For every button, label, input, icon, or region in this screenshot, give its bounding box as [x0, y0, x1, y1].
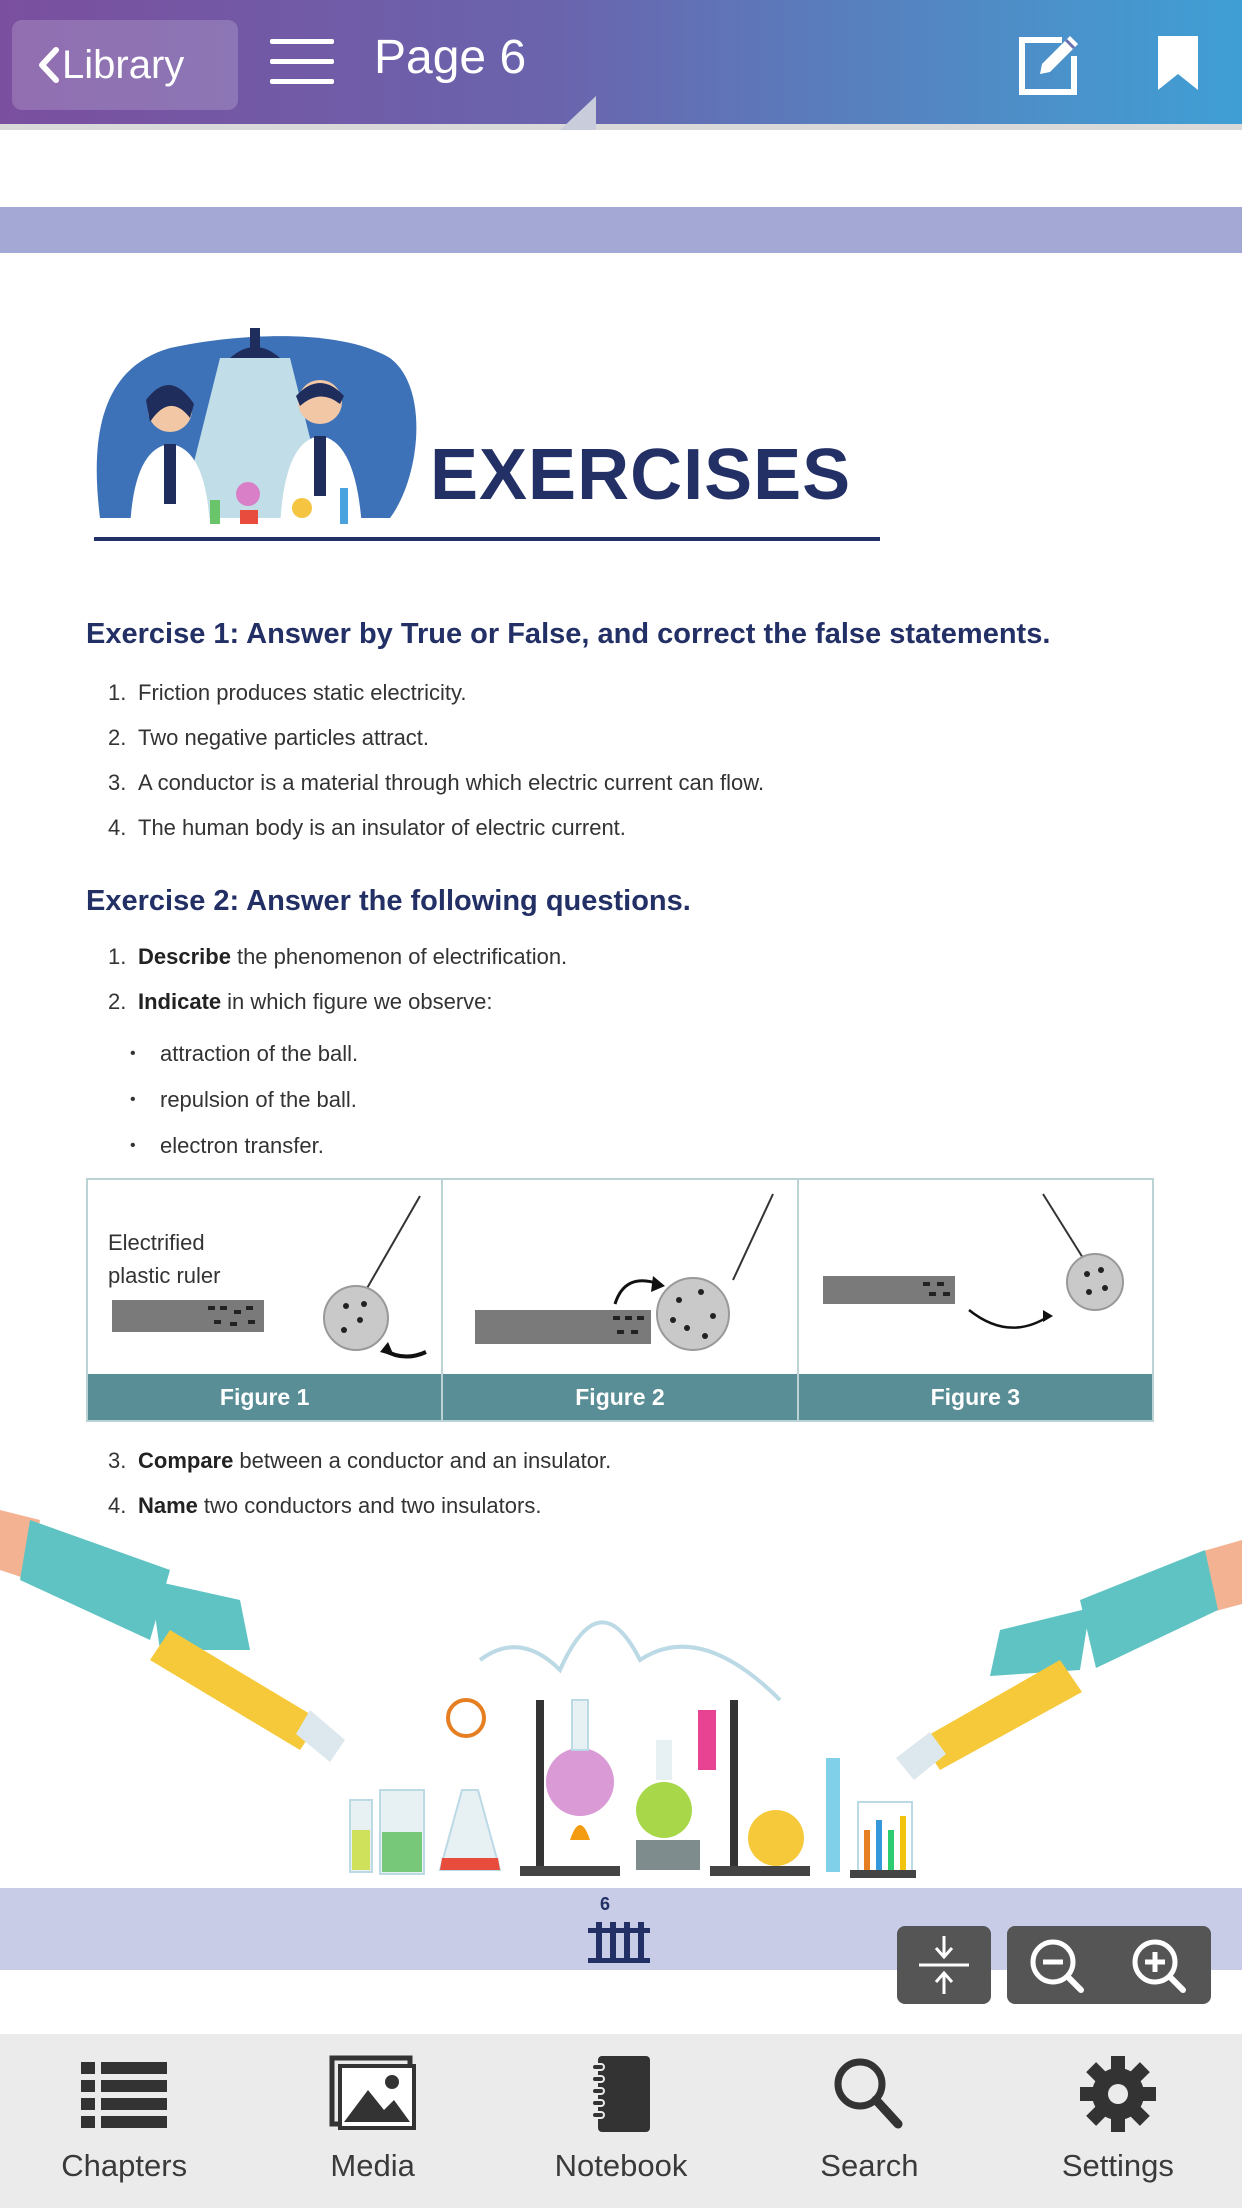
- exercise-1-heading: Exercise 1: Answer by True or False, and correct the false statements.: [86, 618, 1051, 650]
- figure-2-caption: Figure 2: [443, 1374, 796, 1420]
- search-icon: [824, 2054, 914, 2134]
- page-title: Page 6: [374, 31, 527, 84]
- page-header-band: [0, 207, 1242, 253]
- figure-3: [799, 1180, 1152, 1420]
- bullet-item: • attraction of the ball.: [130, 1041, 359, 1066]
- exercise-2-list-a: [108, 934, 567, 1024]
- exercises-title: EXERCISES: [430, 435, 852, 515]
- laboratory-illustration: [0, 1500, 1242, 1885]
- nav-search[interactable]: [745, 2034, 993, 2208]
- nav-media[interactable]: [248, 2034, 496, 2208]
- figure-2-drawing: [443, 1180, 797, 1376]
- nav-chapters-label: Chapters: [61, 2148, 188, 2183]
- list-item: 2. Two negative particles attract.: [108, 724, 430, 750]
- nav-notebook-label: Notebook: [554, 2148, 688, 2183]
- zoom-out-icon: [1007, 1926, 1109, 2004]
- bottom-navigation: [0, 2034, 1242, 2208]
- edit-note-icon[interactable]: [1012, 28, 1086, 102]
- page-curl-decoration: [560, 96, 596, 130]
- list-item: 3. A conductor is a material through which electric current can flow.: [108, 769, 765, 795]
- nav-settings-label: Settings: [1061, 2148, 1174, 2183]
- nav-settings[interactable]: [994, 2034, 1242, 2208]
- list-item: 1. Describe the phenomenon of electrification.: [108, 943, 568, 969]
- library-back-label: Library: [62, 42, 185, 87]
- list-item: 3. Compare between a conductor and an insulator.: [108, 1447, 612, 1473]
- figures-table: [86, 1178, 1154, 1422]
- title-underline: [94, 537, 880, 541]
- figure-3-caption: Figure 3: [799, 1374, 1152, 1420]
- image-icon: [328, 2054, 418, 2134]
- exercise-2-bullets: [130, 1031, 358, 1169]
- scientists-illustration: [90, 318, 430, 544]
- gear-icon: [1073, 2054, 1163, 2134]
- library-back-button[interactable]: [12, 20, 238, 110]
- zoom-out-button[interactable]: [1007, 1926, 1109, 2004]
- list-item: 4. Name two conductors and two insulators.: [108, 1492, 542, 1518]
- zoom-in-button[interactable]: [1109, 1926, 1211, 2004]
- figure-1-label: Electrified plastic ruler: [108, 1230, 221, 1288]
- fit-page-icon: [897, 1926, 991, 2004]
- list-icon: [79, 2054, 169, 2134]
- figure-1-caption: Figure 1: [88, 1374, 441, 1420]
- nav-media-label: Media: [330, 2148, 415, 2183]
- figure-3-drawing: [799, 1180, 1153, 1376]
- test-tube-rack-icon: [584, 1918, 654, 1966]
- notebook-icon: [576, 2054, 666, 2134]
- fit-page-button[interactable]: [897, 1926, 991, 2004]
- nav-search-label: Search: [820, 2148, 919, 2183]
- zoom-controls: [1007, 1926, 1211, 2004]
- top-bar: [0, 0, 1242, 130]
- list-item: 2. Indicate in which figure we observe:: [108, 988, 493, 1014]
- bullet-item: • repulsion of the ball.: [130, 1087, 357, 1112]
- bullet-item: • electron transfer.: [130, 1133, 324, 1158]
- chevron-left-icon: [12, 20, 62, 110]
- bookmark-icon[interactable]: [1154, 34, 1202, 92]
- figure-2: [443, 1180, 798, 1420]
- figure-1: [88, 1180, 443, 1420]
- page-number: 6: [600, 1894, 611, 1914]
- list-item: 1. Friction produces static electricity.: [108, 679, 467, 705]
- exercise-1-list: [108, 670, 764, 850]
- zoom-in-icon: [1109, 1926, 1211, 2004]
- nav-notebook[interactable]: [497, 2034, 745, 2208]
- nav-chapters[interactable]: [0, 2034, 248, 2208]
- exercise-2-heading: Exercise 2: Answer the following questions.: [86, 885, 691, 917]
- list-item: 4. The human body is an insulator of electric current.: [108, 814, 626, 840]
- hamburger-menu-icon[interactable]: [268, 36, 338, 88]
